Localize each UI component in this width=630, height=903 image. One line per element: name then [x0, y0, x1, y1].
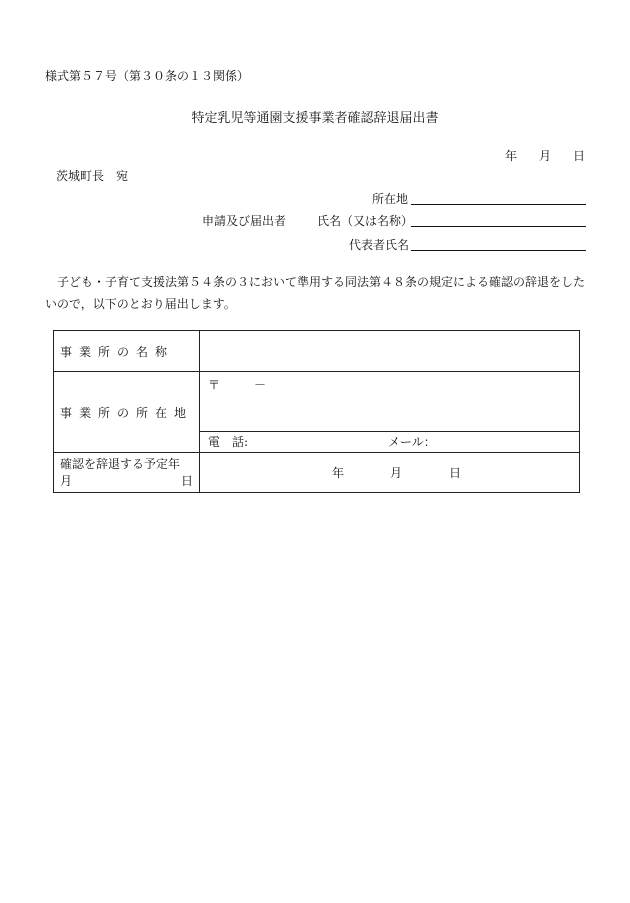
facility-name-field[interactable]	[200, 331, 580, 372]
date-year-label: 年	[504, 149, 517, 163]
contact-line	[200, 432, 579, 452]
withdrawal-date-label-line2	[60, 472, 193, 490]
table-row	[54, 372, 580, 432]
withdrawal-month: 月	[390, 465, 403, 480]
date-day-label: 日	[572, 149, 585, 163]
address-field[interactable]	[411, 190, 586, 205]
address-label: 所在地	[372, 192, 409, 206]
signature-representative-row	[0, 236, 630, 252]
withdrawal-date-label: 確認を辞退する予定年	[60, 457, 181, 471]
date-month-label: 月	[538, 149, 551, 163]
facility-name-label-cell	[54, 331, 200, 372]
addressee: 茨城町長 宛	[56, 169, 129, 183]
facility-address-label: 事業所の所在地	[60, 405, 194, 420]
name-label: 氏名（又は名称）	[317, 214, 414, 228]
withdrawal-date-value	[200, 464, 579, 482]
phone-label: 電 話:	[208, 435, 249, 449]
name-field[interactable]	[411, 212, 586, 227]
email-label: メール：	[388, 435, 436, 449]
postal-code-line	[200, 372, 579, 393]
representative-field[interactable]	[411, 236, 586, 251]
representative-label: 代表者氏名	[349, 238, 410, 252]
facility-name-label: 事業所の名称	[60, 344, 175, 359]
postal-dash: －	[254, 378, 267, 392]
withdrawal-date-label-cell	[54, 453, 200, 493]
facility-address-label-cell	[54, 372, 200, 453]
submission-date	[505, 147, 585, 164]
applicant-role-label: 申請及び届出者	[202, 214, 287, 228]
body-text: 子ども・子育て支援法第５４条の３において準用する同法第４８条の規定による確認の辞退をしたいので，以下のとおり届出します。	[45, 275, 586, 311]
table-row	[54, 331, 580, 372]
withdrawal-year: 年	[332, 465, 345, 480]
postal-mark: 〒	[208, 378, 221, 392]
form-number: 様式第５７号（第３０条の１３関係）	[45, 69, 250, 83]
withdrawal-label-day: 日	[180, 474, 193, 488]
withdrawal-day: 日	[449, 465, 462, 480]
signature-name-row	[0, 212, 630, 228]
table-row	[54, 453, 580, 493]
signature-address-row	[0, 190, 630, 206]
facility-table	[53, 330, 580, 493]
contact-field[interactable]	[200, 432, 580, 453]
withdrawal-date-field[interactable]	[200, 453, 580, 493]
withdrawal-label-month: 月	[60, 474, 73, 488]
facility-address-field[interactable]	[200, 372, 580, 432]
document-title: 特定乳児等通園支援事業者確認辞退届出書	[191, 111, 439, 126]
